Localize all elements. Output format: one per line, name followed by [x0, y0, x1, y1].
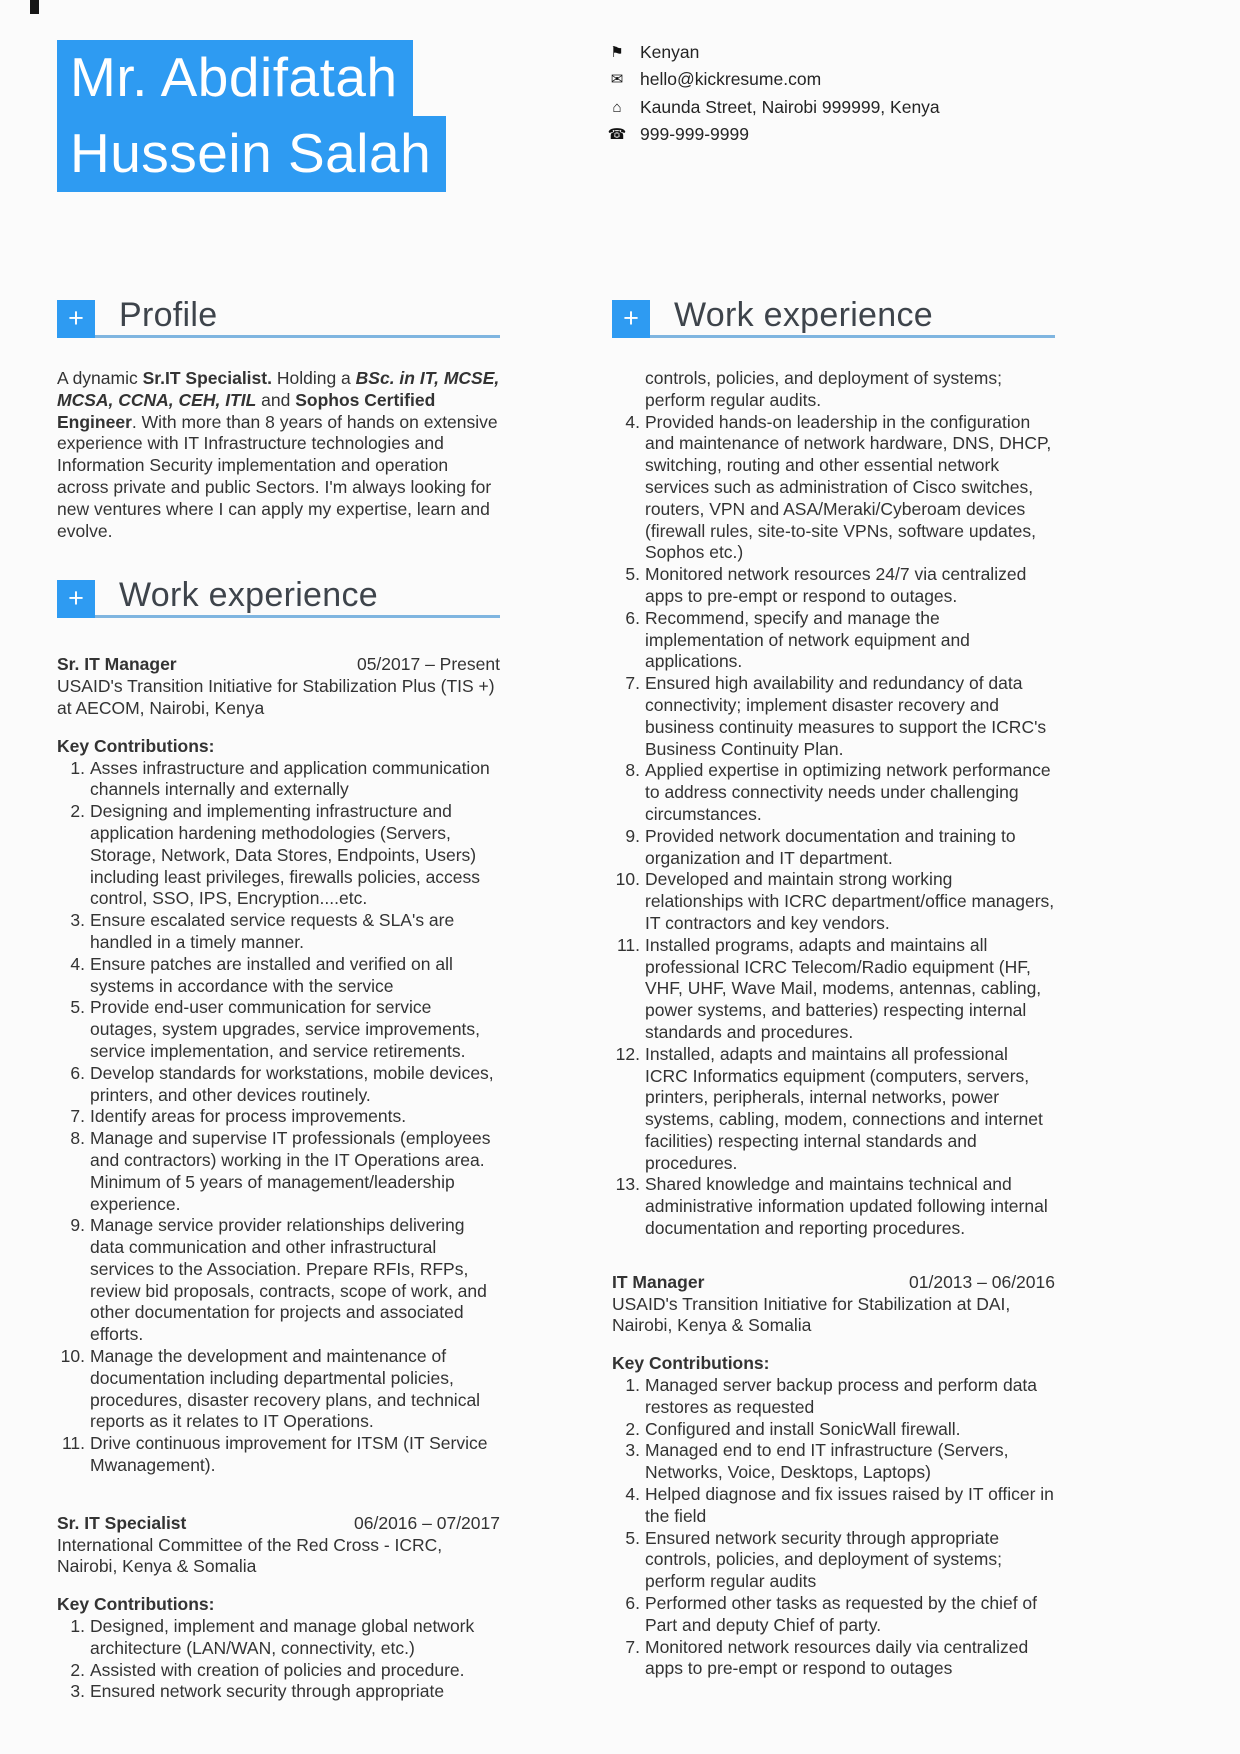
contact-block — [607, 42, 940, 151]
list-item — [57, 954, 500, 998]
name-header — [57, 40, 446, 192]
key-contributions-label: Key Contributions: — [57, 735, 215, 756]
list-item — [612, 760, 1055, 825]
item-number: 3. — [70, 1681, 85, 1702]
item-text: Managed server backup process and perform data restores as requested — [645, 1375, 1038, 1417]
plus-glyph: + — [68, 303, 84, 334]
item-number: 3. — [625, 1440, 640, 1461]
item-number: 4. — [625, 1484, 640, 1505]
item-number: 6. — [625, 1593, 640, 1614]
list-item — [612, 608, 1055, 673]
email-icon: ✉ — [610, 71, 624, 89]
item-number: 5. — [70, 997, 85, 1018]
profile-text-segment: Holding a — [271, 368, 356, 388]
list-item — [57, 1215, 500, 1346]
item-number: 7. — [70, 1106, 85, 1127]
item-number: 2. — [625, 1418, 640, 1439]
item-text: Performed other tasks as requested by the chief of Part and deputy Chief of party. — [645, 1593, 1038, 1635]
job-title: IT Manager — [612, 1271, 705, 1292]
item-text: Develop standards for workstations, mobile devices, printers, and other devices routinely. — [90, 1062, 494, 1105]
item-number: 9. — [70, 1215, 85, 1236]
list-item — [612, 673, 1055, 760]
item-text: Drive continuous improvement for ITSM (IT Service Mwanagement). — [90, 1433, 488, 1476]
list-item — [57, 1128, 500, 1215]
list-item — [57, 1660, 500, 1682]
profile-text-segment: BSc. in IT, MCSE, MCSA, CCNA, CEH, ITIL — [57, 368, 500, 410]
list-item — [612, 1484, 1055, 1528]
item-number: 2. — [70, 801, 85, 822]
item-text: Ensured network security through appropriate controls, policies, and deployment of systems; perform regular audits — [645, 1527, 1002, 1592]
list-item — [612, 1174, 1055, 1239]
item-number: 4. — [625, 411, 640, 432]
list-item — [612, 1044, 1055, 1175]
item-number: 4. — [70, 953, 85, 974]
item-number: 6. — [70, 1062, 85, 1083]
contact-row-phone — [607, 124, 940, 146]
item-number: 10. — [615, 869, 640, 890]
item-text: Managed end to end IT infrastructure (Servers, Networks, Voice, Desktops, Laptops) — [645, 1440, 1009, 1483]
list-item — [612, 1637, 1055, 1681]
list-item — [612, 935, 1055, 1044]
item-text: Installed programs, adapts and maintains all professional ICRC Telecom/Radio equipment (HF, VHF, UHF, Wave Mail, modems, antennas, cabling, power systems, and batteries) respecting internal standards and procedures. — [645, 934, 1042, 1042]
item-text: Identify areas for process improvements. — [90, 1106, 407, 1127]
plus-icon — [57, 580, 95, 618]
nationality-text: Kenyan — [640, 42, 700, 62]
item-text: Installed, adapts and maintains all professional ICRC Informatics equipment (computers, servers, printers, peripherals, internal networks, power systems, cabling, modem, connections and internet facilities) respecting internal standards and procedures. — [645, 1043, 1043, 1173]
key-contributions-label: Key Contributions: — [612, 1353, 770, 1374]
item-number: 8. — [625, 760, 640, 781]
item-text: Ensured network security through appropriate — [90, 1681, 445, 1702]
job-dates: 06/2016 – 07/2017 — [354, 1512, 500, 1533]
item-text: Provided network documentation and training to organization and IT department. — [645, 825, 1016, 868]
profile-section-title: Profile — [119, 296, 218, 334]
list-item — [57, 1681, 500, 1703]
job-title: Sr. IT Manager — [57, 654, 177, 675]
list-item — [57, 1106, 500, 1128]
item-number: 12. — [615, 1043, 640, 1064]
contact-row-nationality — [607, 42, 940, 64]
item-text: Helped diagnose and fix issues raised by IT officer in the field — [645, 1484, 1054, 1526]
item-number: 10. — [60, 1346, 85, 1367]
job-dates: 01/2013 – 06/2016 — [909, 1271, 1055, 1292]
item-text: Ensure escalated service requests & SLA's are handled in a timely manner. — [90, 910, 455, 952]
item-text: Configured and install SonicWall firewall. — [645, 1418, 961, 1439]
name-line-2: Hussein Salah — [57, 116, 446, 192]
list-item — [612, 412, 1055, 565]
list-item — [57, 758, 500, 802]
item-number: 8. — [70, 1128, 85, 1149]
list-item — [612, 564, 1055, 608]
item-number: 5. — [625, 1527, 640, 1548]
item-text: Recommend, specify and manage the implementation of network equipment and applications. — [645, 607, 970, 672]
contributions-list — [57, 1616, 500, 1703]
list-item — [57, 801, 500, 910]
work-experience-section-heading-left — [57, 578, 500, 618]
item-text: Provide end-user communication for service outages, system upgrades, service improvements, service implementation, and service retirements. — [90, 997, 481, 1061]
item-number: 3. — [70, 910, 85, 931]
item-number: 13. — [615, 1174, 640, 1195]
contact-row-address — [607, 97, 940, 119]
profile-text-segment: A dynamic — [57, 368, 143, 388]
item-text: Designing and implementing infrastructure and application hardening methodologies (Servers, Storage, Network, Data Stores, Endpoints, Users) including least privileges, firewalls policies, access control, SSO, IPS, Encryption....etc. — [90, 801, 481, 909]
list-item — [57, 910, 500, 954]
list-item — [57, 1433, 500, 1477]
address-text: Kaunda Street, Nairobi 999999, Kenya — [640, 96, 940, 117]
item-text: Developed and maintain strong working relationships with ICRC department/office managers, IT contractors and key vendors. — [645, 869, 1055, 933]
profile-text — [57, 368, 500, 542]
plus-glyph: + — [68, 583, 84, 614]
item-text: Manage and supervise IT professionals (employees and contractors) working in the IT Operations area. Minimum of 5 years of management/leadership experience. — [90, 1128, 491, 1214]
home-icon: ⌂ — [612, 98, 622, 116]
job-header — [57, 654, 500, 676]
item-number: 7. — [625, 1636, 640, 1657]
job-title: Sr. IT Specialist — [57, 1512, 187, 1533]
list-item — [57, 1616, 500, 1660]
profile-section-heading — [57, 298, 500, 338]
plus-glyph: + — [623, 303, 639, 334]
list-item — [612, 1593, 1055, 1637]
job-organization: USAID's Transition Initiative for Stabilization Plus (TIS +) at AECOM, Nairobi, Kenya — [57, 676, 495, 718]
profile-text-segment: Sr.IT Specialist. — [142, 368, 272, 388]
phone-icon: ☎ — [607, 125, 627, 143]
item-number: 9. — [625, 825, 640, 846]
item-text: Assisted with creation of policies and procedure. — [90, 1659, 465, 1680]
list-item — [57, 1063, 500, 1107]
work-experience-section-title-right: Work experience — [674, 296, 933, 334]
contributions-list-continued — [612, 368, 1055, 1240]
item-text: Ensure patches are installed and verified on all systems in accordance with the service — [90, 953, 453, 996]
job-header — [57, 1513, 500, 1535]
profile-text-segment: Sophos Certified Engineer — [57, 389, 436, 432]
contact-row-email — [607, 69, 940, 91]
item-number: 7. — [625, 673, 640, 694]
item-number: 1. — [70, 757, 85, 778]
flag-icon: ⚑ — [610, 44, 624, 61]
item-text: Monitored network resources 24/7 via centralized apps to pre-empt or respond to outages. — [645, 564, 1027, 606]
item-number: 1. — [70, 1616, 85, 1637]
left-column — [57, 280, 500, 1703]
item-text: Asses infrastructure and application communication channels internally and externally — [90, 757, 490, 800]
list-item — [612, 1528, 1055, 1593]
list-item — [612, 368, 1055, 412]
work-experience-section-heading-right — [612, 298, 1055, 338]
item-text: Designed, implement and manage global network architecture (LAN/WAN, connectivity, etc.) — [90, 1616, 475, 1658]
plus-icon — [57, 300, 95, 338]
plus-icon — [612, 300, 650, 338]
item-number: 2. — [70, 1659, 85, 1680]
job-header — [612, 1272, 1055, 1294]
item-number: 1. — [625, 1375, 640, 1396]
item-number — [612, 368, 645, 412]
list-item — [57, 1346, 500, 1433]
item-text: Ensured high availability and redundancy of data connectivity; implement disaster recovery and business continuity measures to support the ICRC's Business Continuity Plan. — [645, 673, 1047, 759]
item-number: 11. — [61, 1433, 85, 1454]
contributions-list — [612, 1375, 1055, 1680]
item-text: Provided hands-on leadership in the configuration and maintenance of network hardware, DNS, DHCP, switching, routing and other essential network services such as administration of Cisco switches, routers, VPN and ASA/Meraki/Cyberoam devices (firewall rules, site-to-site VPNs, software updates, Sophos etc.) — [645, 411, 1052, 563]
job-organization: USAID's Transition Initiative for Stabilization at DAI, Nairobi, Kenya & Somalia — [612, 1293, 1011, 1336]
name-line-1: Mr. Abdifatah — [57, 40, 413, 116]
item-text: Manage service provider relationships delivering data communication and other infrastructural services to the Association. Prepare RFIs, RFPs, review bid proposals, contracts, scope of work, and other documentation for projects and associated efforts. — [90, 1215, 487, 1345]
job-dates: 05/2017 – Present — [356, 654, 500, 675]
profile-text-segment: . With more than 8 years of hands on extensive experience with IT Infrastructure technologies and Information Security implementation and operation across private and public Sectors. I'm always looking for new ventures where I can apply my expertise, learn and evolve. — [57, 411, 498, 541]
phone-text: 999-999-9999 — [640, 123, 749, 144]
list-item — [612, 1419, 1055, 1441]
work-experience-section-title-left: Work experience — [119, 576, 378, 615]
right-column — [612, 280, 1055, 1680]
list-item — [612, 1440, 1055, 1484]
item-number: 6. — [625, 607, 640, 628]
list-item — [57, 997, 500, 1062]
item-number: 11. — [616, 934, 640, 955]
item-text: Monitored network resources daily via centralized apps to pre-empt or respond to outages — [645, 1636, 1029, 1679]
profile-text-segment: and — [256, 389, 296, 410]
email-text: hello@kickresume.com — [640, 69, 822, 90]
item-text: Applied expertise in optimizing network performance to address connectivity needs under challenging circumstances. — [645, 760, 1051, 824]
item-number: 5. — [625, 564, 640, 585]
item-text: controls, policies, and deployment of systems; perform regular audits. — [645, 368, 1002, 410]
list-item — [612, 1375, 1055, 1419]
page-corner-mark — [30, 0, 39, 14]
item-text: Manage the development and maintenance of documentation including departmental policies, procedures, disaster recovery plans, and technical reports as it relates to IT Operations. — [90, 1346, 481, 1432]
job-organization: International Committee of the Red Cross - ICRC, Nairobi, Kenya & Somalia — [57, 1534, 443, 1577]
key-contributions-label: Key Contributions: — [57, 1594, 215, 1615]
list-item — [612, 869, 1055, 934]
item-text: Shared knowledge and maintains technical and administrative information updated following internal documentation and reporting procedures. — [645, 1174, 1048, 1239]
list-item — [612, 826, 1055, 870]
contributions-list — [57, 758, 500, 1477]
